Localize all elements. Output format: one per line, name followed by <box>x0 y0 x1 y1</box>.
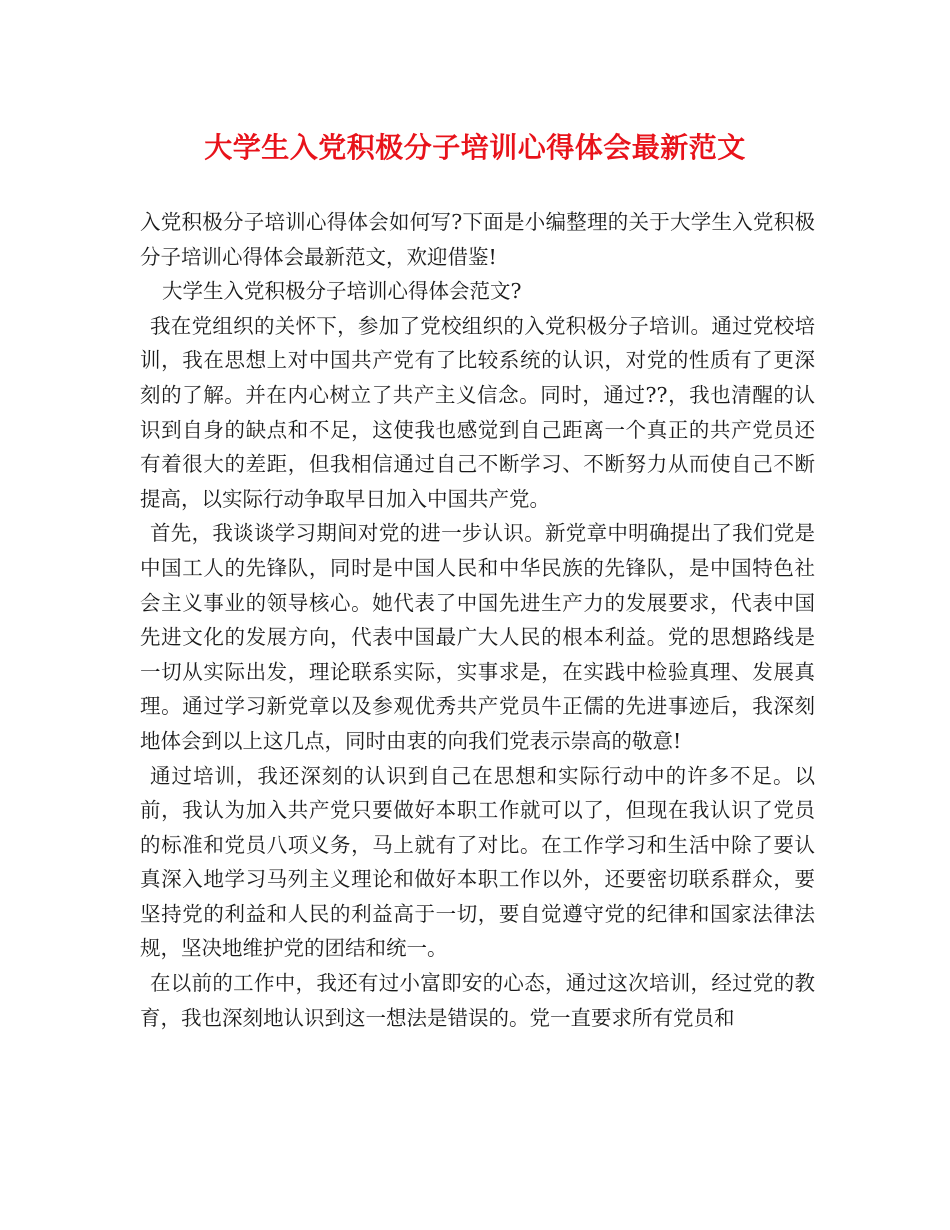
body-paragraph: 首先，我谈谈学习期间对党的进一步认识。新党章中明确提出了我们党是中国工人的先锋队，同时是中国人民和中华民族的先锋队，是中国特色社会主义事业的领导核心。她代表了中国先进生产力的发展要求，代表中国先进文化的发展方向，代表中国最广大人民的根本利益。党的思想路线是一切从实际出发，理论联系实际，实事求是，在实践中检验真理、发展真理。通过学习新党章以及参观优秀共产党员牛正儒的先进事迹后，我深刻地体会到以上这几点，同时由衷的向我们党表示崇高的敬意! <box>140 521 815 753</box>
document-body <box>140 205 815 1035</box>
intro-paragraph: 入党积极分子培训心得体会如何写?下面是小编整理的关于大学生入党积极分子培训心得体会最新范文，欢迎借鉴! <box>140 210 815 269</box>
body-paragraph: 在以前的工作中，我还有过小富即安的心态，通过这次培训，经过党的教育，我也深刻地认识到这一想法是错误的。党一直要求所有党员和 <box>140 971 815 1030</box>
body-paragraph: 通过培训，我还深刻的认识到自己在思想和实际行动中的许多不足。以前，我认为加入共产党只要做好本职工作就可以了，但现在我认识了党员的标准和党员八项义务，马上就有了对比。在工作学习和生活中除了要认真深入地学习马列主义理论和做好本职工作以外，还要密切联系群众，要坚持党的利益和人民的利益高于一切，要自觉遵守党的纪律和国家法律法规，坚决地维护党的团结和统一。 <box>140 763 815 961</box>
section-heading: 大学生入党积极分子培训心得体会范文? <box>162 279 522 304</box>
document-title: 大学生入党积极分子培训心得体会最新范文 <box>204 131 746 164</box>
body-paragraph: 我在党组织的关怀下，参加了党校组织的入党积极分子培训。通过党校培训，我在思想上对中国共产党有了比较系统的认识，对党的性质有了更深刻的了解。并在内心树立了共产主义信念。同时，通过??，我也清醒的认识到自身的缺点和不足，这使我也感觉到自己距离一个真正的共产党员还有着很大的差距，但我相信通过自己不断学习、不断努力从而使自己不断提高，以实际行动争取早日加入中国共产党。 <box>140 313 815 511</box>
